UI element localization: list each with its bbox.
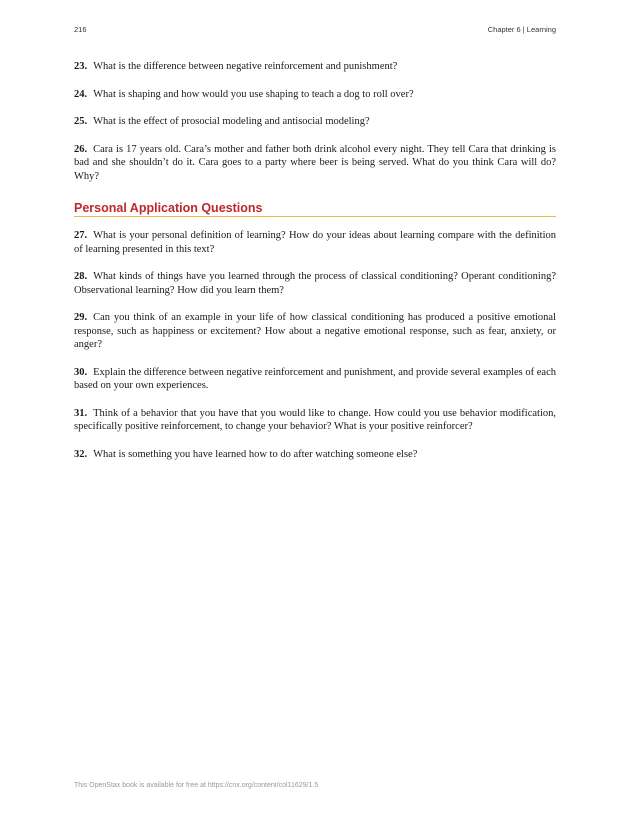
question-28: 28. What kinds of things have you learned through the process of classical conditioning? Operant conditioning? Observational learning? How did you learn them?	[74, 271, 556, 296]
question-23: 23. What is the difference between negative reinforcement and punishment?	[74, 61, 398, 72]
question-32: 32. What is something you have learned how to do after watching someone else?	[74, 448, 418, 460]
question-31: 31. Think of a behavior that you have that you would like to change. How could you use behavior modification, specifically positive reinforcement, to change your behavior? What is your positive reinforcer?	[74, 407, 556, 432]
chapter-title: Chapter 6 | Learning	[487, 25, 556, 34]
question-26: 26. Cara is 17 years old. Cara’s mother and father both drink alcohol every night. They tell Cara that drinking is bad and she shouldn’t do it. Cara goes to a party where beer is being served. What do you think Cara will do? Why?	[74, 143, 556, 182]
question-29: 29. Can you think of an example in your life of how classical conditioning has produced a positive emotional response, such as happiness or excitement? How about a negative emotional response, such as fear, anxiety, or anger?	[74, 312, 556, 350]
page-number: 216	[74, 25, 87, 34]
page-footer: This OpenStax book is available for free at https://cnx.org/content/col11629/1.5	[74, 782, 319, 789]
question-30: 30. Explain the difference between negative reinforcement and punishment, and provide several examples of each based on your own experiences.	[74, 366, 556, 391]
question-27: 27. What is your personal definition of learning? How do your ideas about learning compare with the definition of learning presented in this text?	[74, 230, 556, 255]
section-heading: Personal Application Questions	[74, 201, 556, 217]
question-24: 24. What is shaping and how would you use shaping to teach a dog to roll over?	[74, 88, 414, 100]
page-content	[74, 60, 556, 475]
question-25: 25. What is the effect of prosocial modeling and antisocial modeling?	[74, 116, 370, 127]
